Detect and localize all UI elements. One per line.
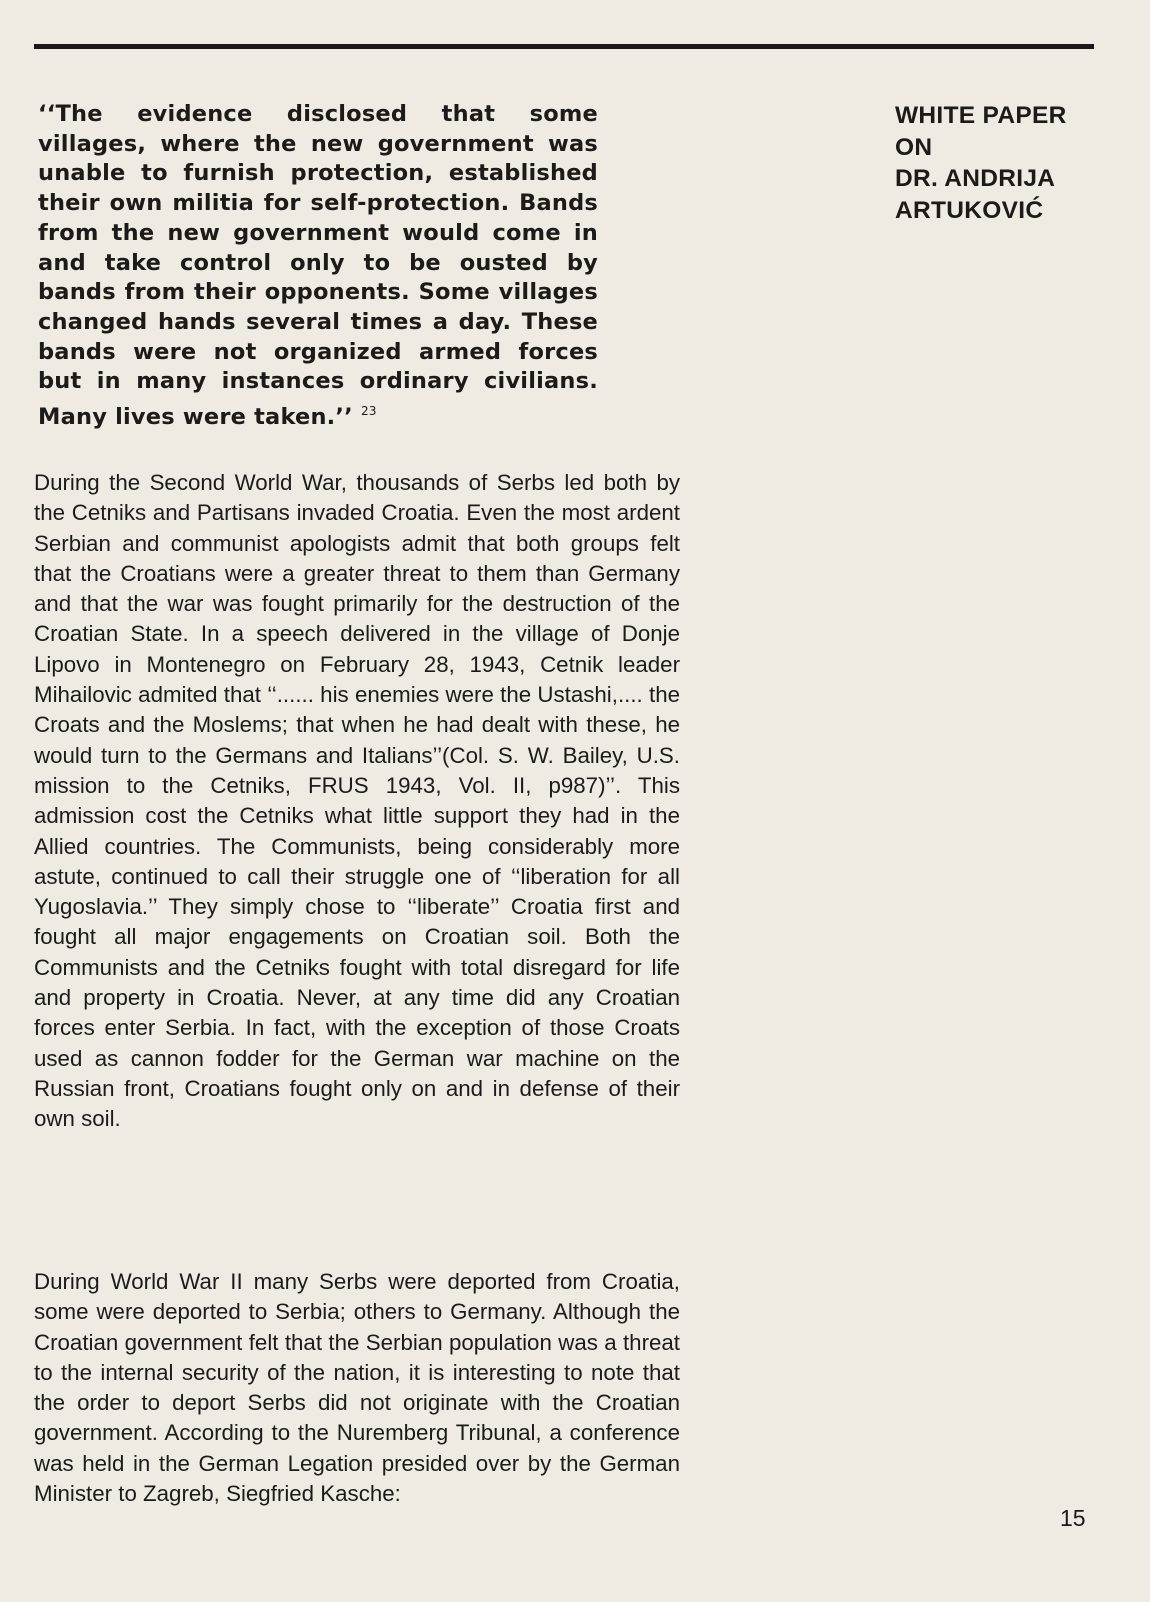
footnote-marker: 23 [360,404,377,419]
body-paragraph-1: During the Second World War, thousands of Serbs led both by the Cetniks and Partisans invaded Croatia. Even the most ardent Serbian and communist apologists admit that both groups felt that the Croatians were a greater threat to them than Germany and that the war was fought primarily for the destruction of the Croatian State. In a speech delivered in the village of Donje Lipovo in Montenegro on February 28, 1943, Cetnik leader Mihailovic admited that ‘‘...... his enemies were the Ustashi,.... the Croats and the Moslems; that when he had dealt with these, he would turn to the Germans and Italians’’(Col. S. W. Bailey, U.S. mission to the Cetniks, FRUS 1943, Vol. II, p987)’’. This admission cost the Cetniks what little support they had in the Allied countries. The Communists, being considerably more astute, continued to call their struggle one of ‘‘liberation for all Yugoslavia.’’ They simply chose to ‘‘liberate’’ Croatia first and fought all major engagements on Croatian soil. Both the Communists and the Cetniks fought with total disregard for life and property in Croatia. Never, at any time did any Croatian forces enter Serbia. In fact, with the exception of those Croats used as cannon fodder for the German war machine on the Russian front, Croatians fought only on and in defense of their own soil. [34,470,680,1132]
title-line-4: ARTUKOVIĆ [895,196,1044,224]
block-quote [38,100,598,433]
title-line-3: DR. ANDRIJA [895,165,1056,192]
page-number: 15 [1060,1505,1086,1531]
quote-text: ‘‘The evidence disclosed that some villages, where the new government was unable to furnish protection, established their own militia for self-protection. Bands from the new government would come in and take control only to be ousted by bands from their opponents. Some villages changed hands several times a day. These bands were not organized armed forces but in many instances ordinary civilians. Many lives were taken.’’ [38,101,598,431]
body-paragraph-2: During World War II many Serbs were deported from Croatia, some were deported to Serbia; others to Germany. Although the Croatian government felt that the Serbian population was a threat to the internal security of the nation, it is interesting to note that the order to deport Serbs did not originate with the Croatian government. According to the Nuremberg Tribunal, a conference was held in the German Legation presided over by the German Minister to Zagreb, Siegfried Kasche: [34,1269,680,1507]
title-line-1: WHITE PAPER [895,102,1067,129]
title-line-2: ON [895,133,933,161]
document-title [895,100,1115,226]
top-rule [34,44,1094,49]
